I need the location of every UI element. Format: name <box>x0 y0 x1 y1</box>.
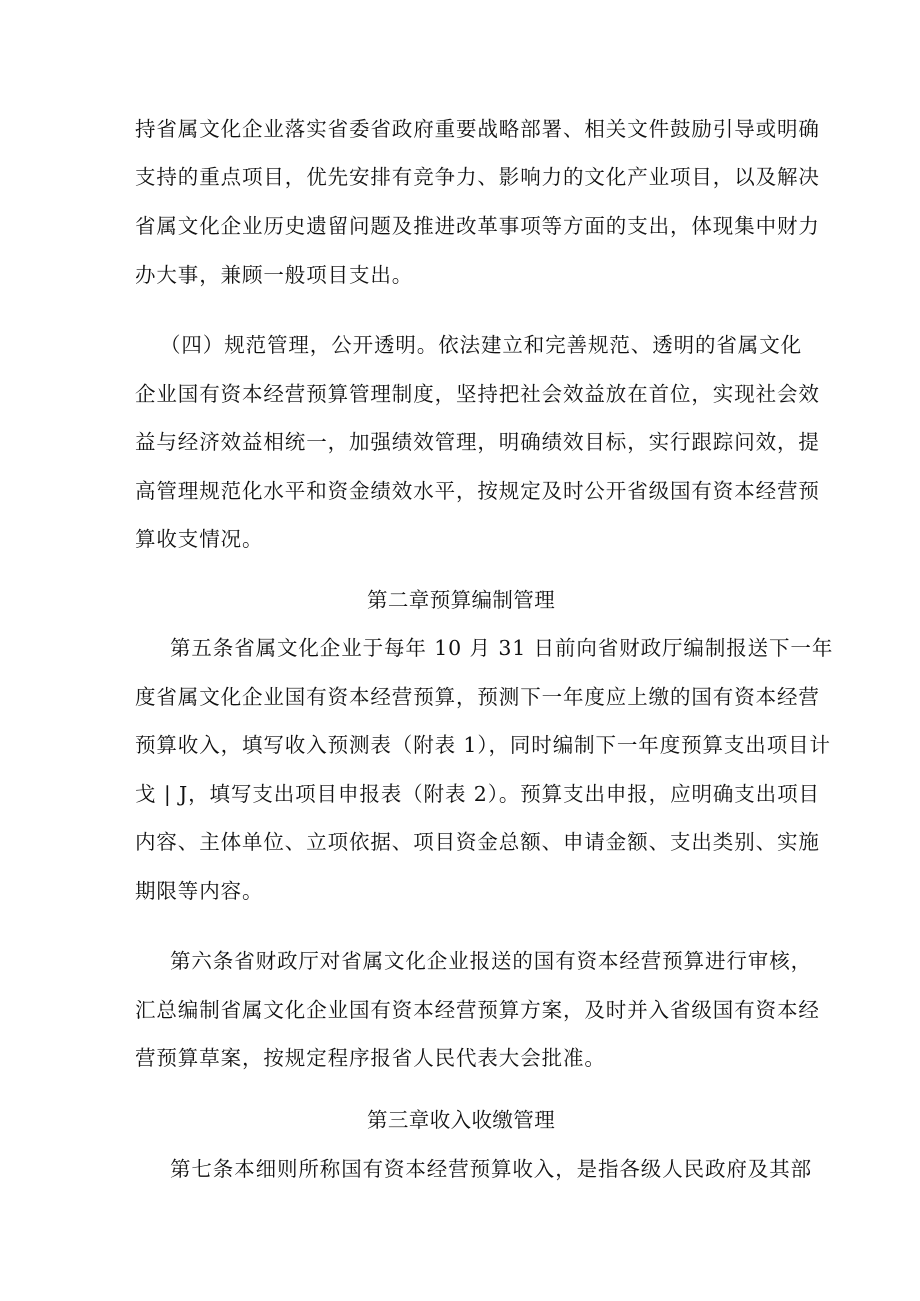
chapter-2-heading: 第二章预算编制管理 <box>367 588 556 612</box>
text-line: 支持的重点项目，优先安排有竞争力、影响力的文化产业项目，以及解决 <box>135 165 820 189</box>
text-line: 企业国有资本经营预算管理制度，坚持把社会效益放在首位，实现社会效 <box>135 382 820 406</box>
text-line: 持省属文化企业落实省委省政府重要战略部署、相关文件鼓励引导或明确 <box>135 117 820 141</box>
chapter-3-heading: 第三章收入收缴管理 <box>367 1108 556 1132</box>
text-line: （四）规范管理，公开透明。依法建立和完善规范、透明的省属文化 <box>160 333 802 357</box>
text-line: 汇总编制省属文化企业国有资本经营预算方案，及时并入省级国有资本经 <box>135 998 820 1022</box>
text-line: 办大事，兼顾一般项目支出。 <box>135 263 414 287</box>
text-line: 高管理规范化水平和资金绩效水平，按规定及时公开省级国有资本经营预 <box>135 479 820 503</box>
text-line: 内容、主体单位、立项依据、项目资金总额、申请金额、支出类别、实施 <box>135 830 820 854</box>
text-line: 第五条省属文化企业于每年 10 月 31 日前向省财政厅编制报送下一年 <box>170 636 834 660</box>
text-line: 戈 | J，填写支出项目申报表（附表 2）。预算支出申报，应明确支出项目 <box>135 782 820 806</box>
text-line: 算收支情况。 <box>135 527 264 551</box>
text-line: 第六条省财政厅对省属文化企业报送的国有资本经营预算进行审核， <box>170 949 812 973</box>
text-line: 省属文化企业历史遗留问题及推进改革事项等方面的支出，体现集中财力 <box>135 214 820 238</box>
text-line: 第七条本细则所称国有资本经营预算收入，是指各级人民政府及其部 <box>170 1157 812 1181</box>
text-line: 预算收入，填写收入预测表（附表 1），同时编制下一年度预算支出项目计 <box>135 733 831 757</box>
text-line: 益与经济效益相统一，加强绩效管理，明确绩效目标，实行跟踪问效，提 <box>135 430 820 454</box>
text-line: 期限等内容。 <box>135 879 264 903</box>
text-line: 度省属文化企业国有资本经营预算，预测下一年度应上缴的国有资本经营 <box>135 685 820 709</box>
text-line: 营预算草案，按规定程序报省人民代表大会批准。 <box>135 1046 606 1070</box>
